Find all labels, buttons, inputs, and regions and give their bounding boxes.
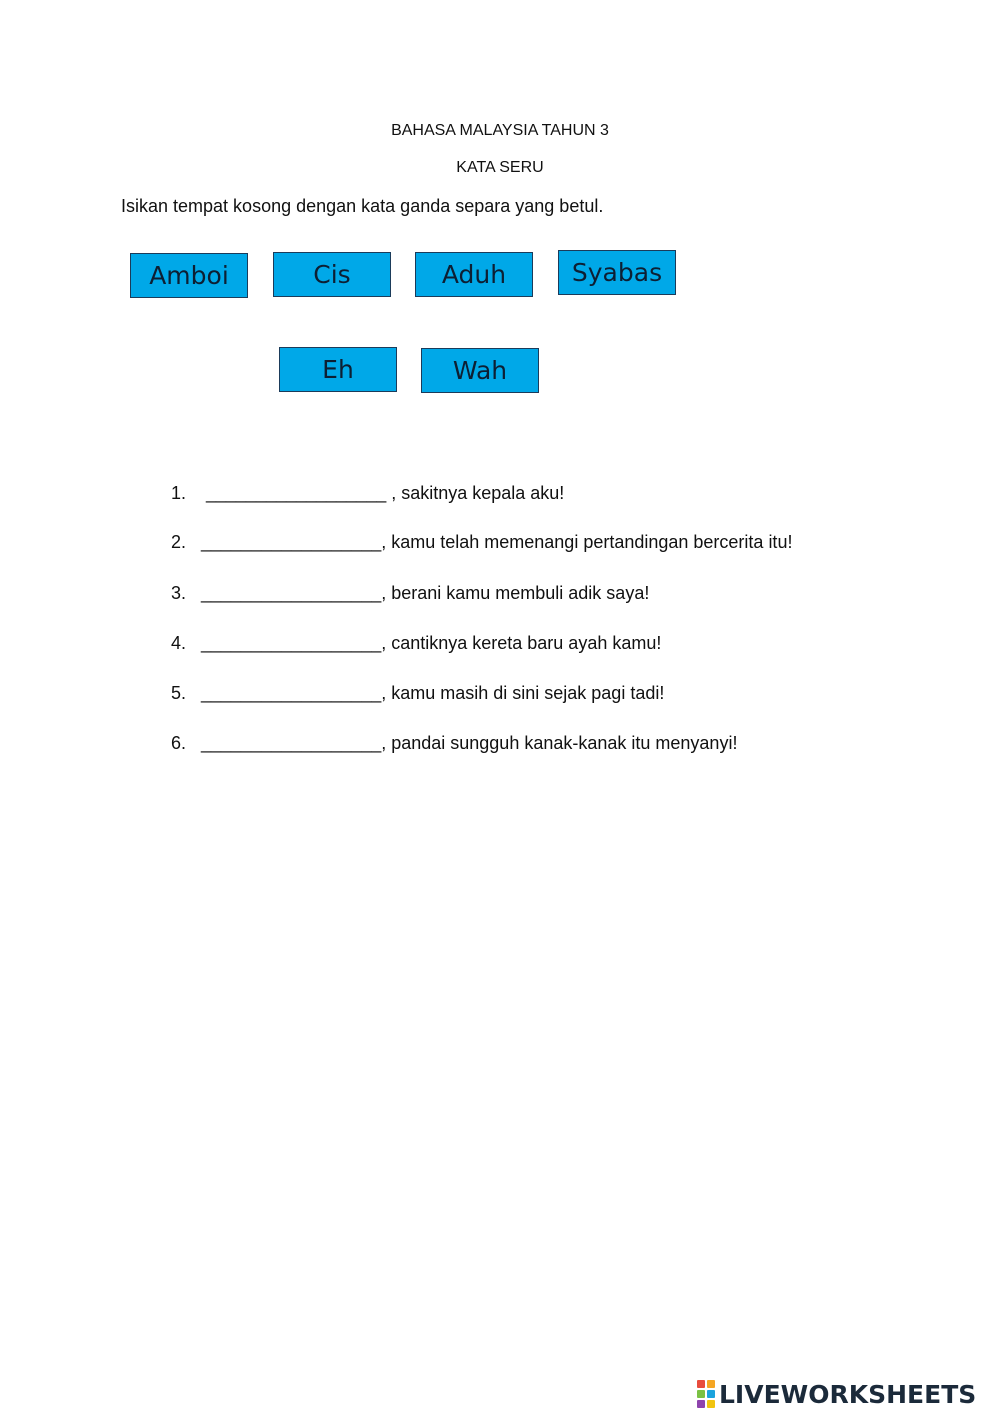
logo-square — [697, 1400, 705, 1408]
question-text[interactable]: __________________, kamu telah memenangi pertandingan bercerita itu! — [201, 532, 793, 552]
question-item — [151, 712, 737, 775]
logo-square — [697, 1380, 705, 1388]
worksheet-title: BAHASA MALAYSIA TAHUN 3 — [391, 122, 609, 139]
logo-square — [707, 1400, 715, 1408]
logo-square — [697, 1390, 705, 1398]
logo-mark-icon — [697, 1380, 715, 1408]
word-box-cis[interactable]: Cis — [273, 252, 391, 297]
question-number: 5. — [171, 683, 187, 703]
question-number: 2. — [171, 532, 187, 552]
worksheet-subtitle: KATA SERU — [456, 159, 544, 176]
word-box-eh[interactable]: Eh — [279, 347, 397, 392]
question-number: 1. — [171, 483, 187, 503]
question-text[interactable]: __________________, kamu masih di sini sejak pagi tadi! — [201, 683, 665, 703]
question-number: 6. — [171, 733, 187, 753]
liveworksheets-logo — [697, 1377, 976, 1411]
word-box-amboi[interactable]: Amboi — [130, 253, 248, 298]
word-box-syabas[interactable]: Syabas — [558, 250, 676, 295]
logo-square — [707, 1380, 715, 1388]
question-text[interactable]: __________________ , sakitnya kepala aku! — [201, 483, 565, 503]
instruction-text: Isikan tempat kosong dengan kata ganda separa yang betul. — [121, 196, 604, 216]
word-box-wah[interactable]: Wah — [421, 348, 539, 393]
logo-square — [707, 1390, 715, 1398]
question-number: 3. — [171, 583, 187, 603]
logo-text: LIVEWORKSHEETS — [719, 1379, 977, 1409]
word-box-aduh[interactable]: Aduh — [415, 252, 533, 297]
question-text[interactable]: __________________, cantiknya kereta baru ayah kamu! — [201, 633, 662, 653]
question-number: 4. — [171, 633, 187, 653]
question-text[interactable]: __________________, pandai sungguh kanak-kanak itu menyanyi! — [201, 733, 738, 753]
question-text[interactable]: __________________, berani kamu membuli adik saya! — [201, 583, 650, 603]
